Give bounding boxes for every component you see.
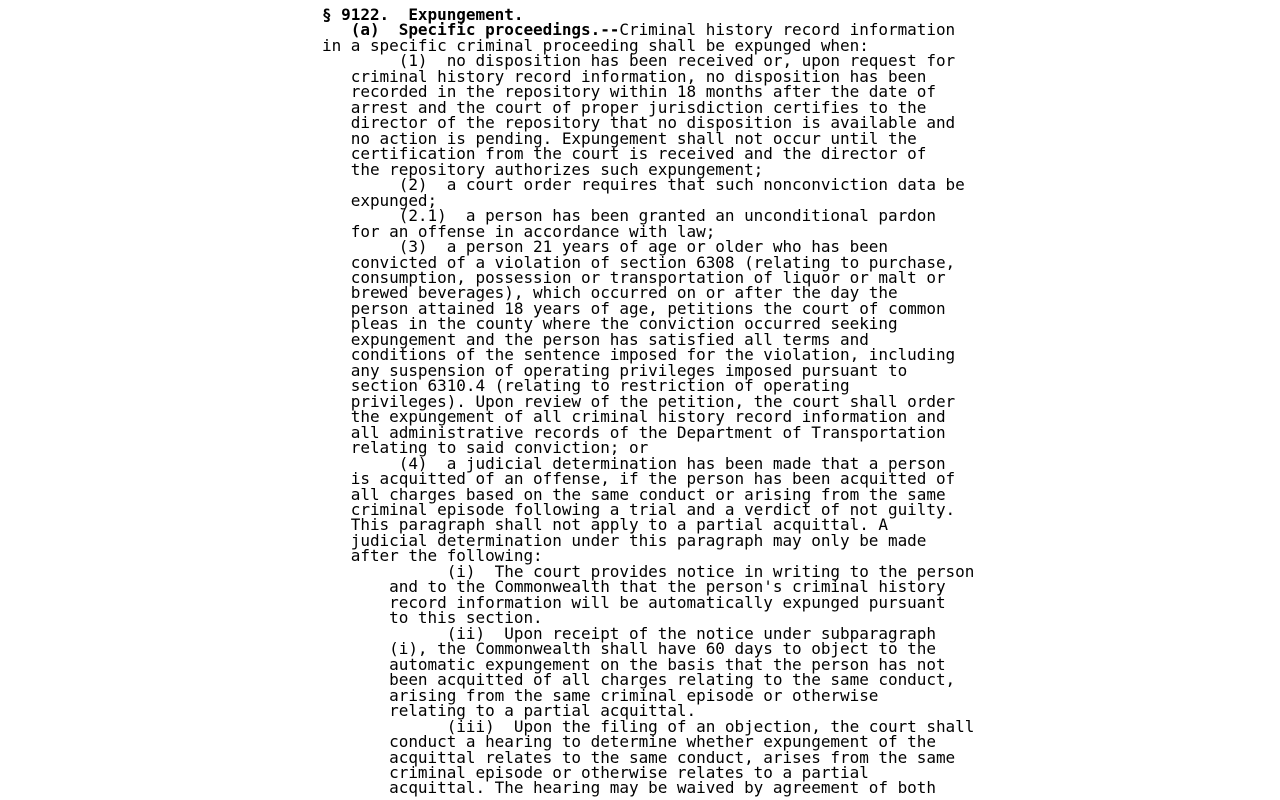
statute-line: any suspension of operating privileges imposed pursuant to [322, 360, 908, 380]
statute-line: relating to said conviction; or [322, 438, 649, 458]
statute-line: and to the Commonwealth that the person's criminal history [322, 577, 946, 597]
statute-body [322, 53, 982, 796]
statute-line: all administrative records of the Department of Transportation [322, 422, 946, 442]
statute-line: This paragraph shall not apply to a partial acquittal. A [322, 515, 888, 535]
statute-line: conduct a hearing to determine whether expungement of the [322, 732, 936, 752]
statute-line: relating to a partial acquittal. [322, 701, 697, 721]
statute-line: (i), the Commonwealth shall have 60 days to object to the [322, 639, 936, 659]
statute-line: automatic expungement on the basis that the person has not [322, 654, 946, 674]
statute-line: consumption, possession or transportation of liquor or malt or [322, 267, 946, 287]
section-title: Expungement. [408, 5, 524, 24]
statute-line: brewed beverages), which occurred on or after the day the [322, 283, 898, 303]
statute-line: criminal episode following a trial and a verdict of not guilty. [322, 500, 956, 519]
subsection-a-lead-continued: in a specific criminal proceeding shall be expunged when: [322, 35, 869, 55]
statute-line: arising from the same criminal episode or otherwise [322, 685, 879, 705]
statute-line: criminal history record information, no disposition has been [322, 66, 927, 86]
statute-line: pleas in the county where the conviction occurred seeking [322, 314, 898, 334]
statute-line: criminal episode or otherwise relates to a partial [322, 762, 869, 782]
statute-line: been acquitted of all charges relating to the same conduct, [322, 670, 956, 690]
statute-line: acquittal relates to the same conduct, arises from the same [322, 747, 956, 767]
statute-line: record information will be automatically expunged pursuant [322, 592, 946, 612]
statute-line: arrest and the court of proper jurisdiction certifies to the [322, 97, 927, 117]
subsection-a-lead: Criminal history record information [619, 20, 956, 40]
statute-line: is acquitted of an offense, if the person has been acquitted of [322, 469, 956, 489]
subsection-a-heading: Specific proceedings.-- [398, 20, 620, 40]
section-number: § 9122. [322, 5, 390, 24]
statute-line: all charges based on the same conduct or arising from the same [322, 484, 946, 504]
statute-line: acquittal. The hearing may be waived by agreement of both [322, 778, 936, 798]
statute-line: conditions of the sentence imposed for the violation, including [322, 345, 956, 365]
statute-line: certification from the court is received and the director of [322, 144, 927, 164]
statute-line: (4) a judicial determination has been made that a person [322, 453, 946, 473]
statute-line: (1) no disposition has been received or, upon request for [322, 51, 956, 71]
statute-line: (iii) Upon the filing of an objection, the court shall [322, 716, 975, 736]
subsection-a-label: (a) [350, 20, 380, 40]
statute-line: section 6310.4 (relating to restriction of operating [322, 376, 850, 396]
statute-line: (3) a person 21 years of age or older who has been [322, 237, 888, 257]
statute-line: judicial determination under this paragraph may only be made [322, 530, 927, 550]
statute-document [322, 7, 982, 796]
statute-line: privileges). Upon review of the petition, the court shall order [322, 391, 956, 411]
statute-line: expunged; [322, 190, 438, 210]
statute-line: (i) The court provides notice in writing to the person [322, 561, 975, 581]
statute-line: (2.1) a person has been granted an unconditional pardon [322, 206, 936, 226]
statute-line: for an offense in accordance with law; [322, 221, 716, 241]
statute-line: director of the repository that no disposition is available and [322, 113, 956, 133]
statute-line: the expungement of all criminal history record information and [322, 407, 946, 427]
statute-line: no action is pending. Expungement shall not occur until the [322, 128, 917, 148]
statute-line: the repository authorizes such expungement; [322, 159, 764, 179]
statute-line: to this section. [322, 608, 543, 628]
statute-line: (2) a court order requires that such nonconviction data be [322, 175, 965, 195]
statute-line: person attained 18 years of age, petitions the court of common [322, 298, 946, 318]
statute-line: (ii) Upon receipt of the notice under subparagraph [322, 623, 936, 643]
statute-line: after the following: [322, 546, 543, 566]
statute-line: convicted of a violation of section 6308 (relating to purchase, [322, 252, 956, 272]
statute-line: recorded in the repository within 18 months after the date of [322, 82, 936, 102]
statute-line: expungement and the person has satisfied all terms and [322, 329, 869, 349]
